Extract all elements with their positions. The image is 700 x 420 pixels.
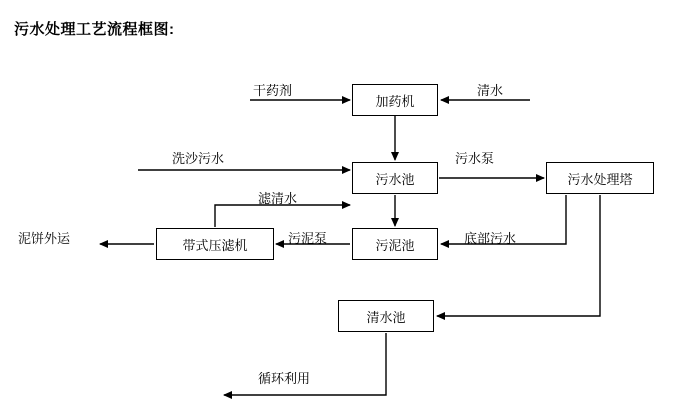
flow-label-clean-water-in: 清水 bbox=[477, 83, 504, 98]
node-label: 污水处理塔 bbox=[567, 171, 633, 187]
node-belt-filter-press[interactable] bbox=[156, 228, 274, 260]
flow-label-recycle-use: 循环利用 bbox=[258, 371, 311, 386]
page-title: 污水处理工艺流程框图: bbox=[14, 21, 175, 38]
node-clean-water-pool[interactable] bbox=[338, 300, 434, 332]
node-treatment-tower[interactable] bbox=[546, 162, 654, 194]
node-label: 加药机 bbox=[375, 93, 415, 109]
flow-label-filtrate-clear-water: 滤清水 bbox=[258, 191, 298, 206]
node-label: 清水池 bbox=[366, 309, 406, 325]
flow-label-bottom-sewage: 底部污水 bbox=[464, 231, 517, 246]
node-label: 污水池 bbox=[375, 171, 415, 187]
node-label: 带式压滤机 bbox=[182, 237, 248, 253]
flow-label-sludge-pump: 污泥泵 bbox=[288, 231, 328, 246]
node-sludge-pool[interactable] bbox=[352, 228, 438, 260]
flow-label-sewage-pump: 污水泵 bbox=[455, 151, 495, 166]
flow-label-sand-wash-sewage: 洗沙污水 bbox=[172, 151, 225, 166]
node-dosing-machine[interactable] bbox=[352, 84, 438, 116]
node-label: 污泥池 bbox=[375, 237, 415, 253]
flow-label-dry-agent: 干药剂 bbox=[253, 83, 293, 98]
flow-label-sludge-cake-out: 泥饼外运 bbox=[18, 231, 71, 246]
node-sewage-pool[interactable] bbox=[352, 162, 438, 194]
